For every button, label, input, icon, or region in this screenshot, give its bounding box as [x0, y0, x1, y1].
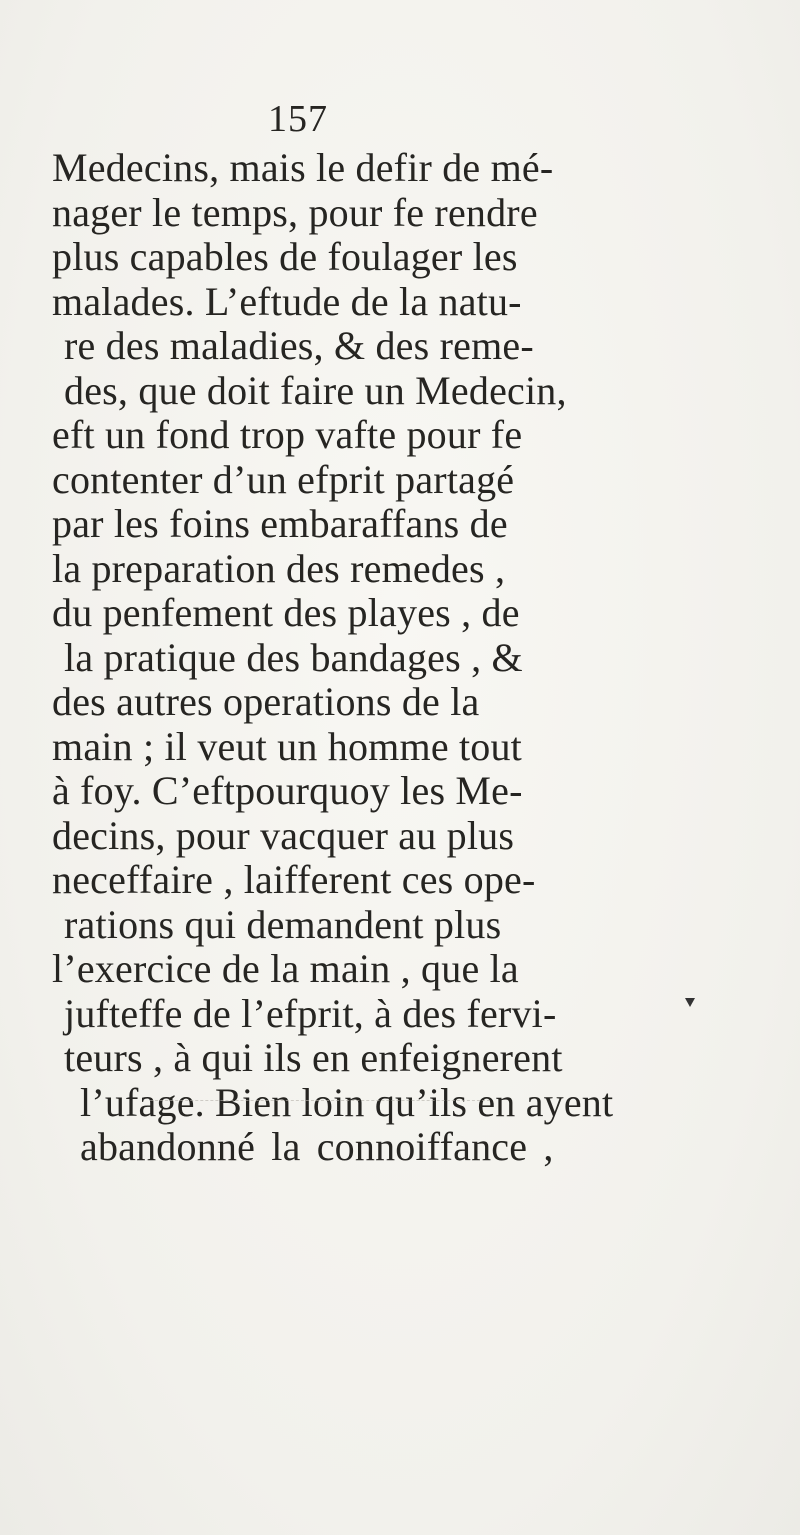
text-line: des autres operations de la [52, 679, 480, 724]
text-line: main ; il veut un homme tout [52, 723, 522, 769]
text-line: l’ufage. Bien loin qu’ils en ayent [80, 1079, 614, 1125]
text-line: du penfement des playes , de [52, 590, 520, 635]
ink-speck [685, 998, 695, 1007]
page-number: 157 [268, 98, 328, 140]
text-line: nager le temps, pour fe rendre [52, 189, 538, 235]
text-line: plus capables de foulager les [52, 234, 518, 279]
text-line: teurs , à qui ils en enfeignerent [64, 1035, 563, 1080]
text-line: Medecins, mais le defir de mé- [52, 145, 554, 190]
text-line: la pratique des bandages , & [64, 634, 523, 680]
bleed-through-mark [150, 1100, 490, 1107]
text-line: malades. L’eftude de la natu- [52, 278, 522, 324]
text-line: jufteffe de l’efprit, à des fervi- [64, 990, 557, 1036]
text-line: neceffaire , laifferent ces ope- [52, 857, 536, 902]
text-line: la preparation des remedes , [52, 545, 506, 591]
text-line: rations qui demandent plus [64, 901, 502, 947]
text-line: eft un fond trop vafte pour fe [52, 412, 523, 457]
text-line: l’exercice de la main , que la [52, 946, 519, 991]
text-line: contenter d’un efprit partagé [52, 456, 515, 502]
text-line: abandonné la connoiffance , [80, 1124, 554, 1169]
text-line: decins, pour vacquer au plus [52, 812, 515, 858]
text-body [52, 146, 672, 1170]
text-line: par les foins embaraffans de [52, 501, 508, 546]
text-line: à foy. C’eftpourquoy les Me- [52, 768, 523, 813]
text-line: des, que doit faire un Medecin, [64, 367, 567, 413]
text-line: re des maladies, & des reme- [64, 323, 534, 368]
